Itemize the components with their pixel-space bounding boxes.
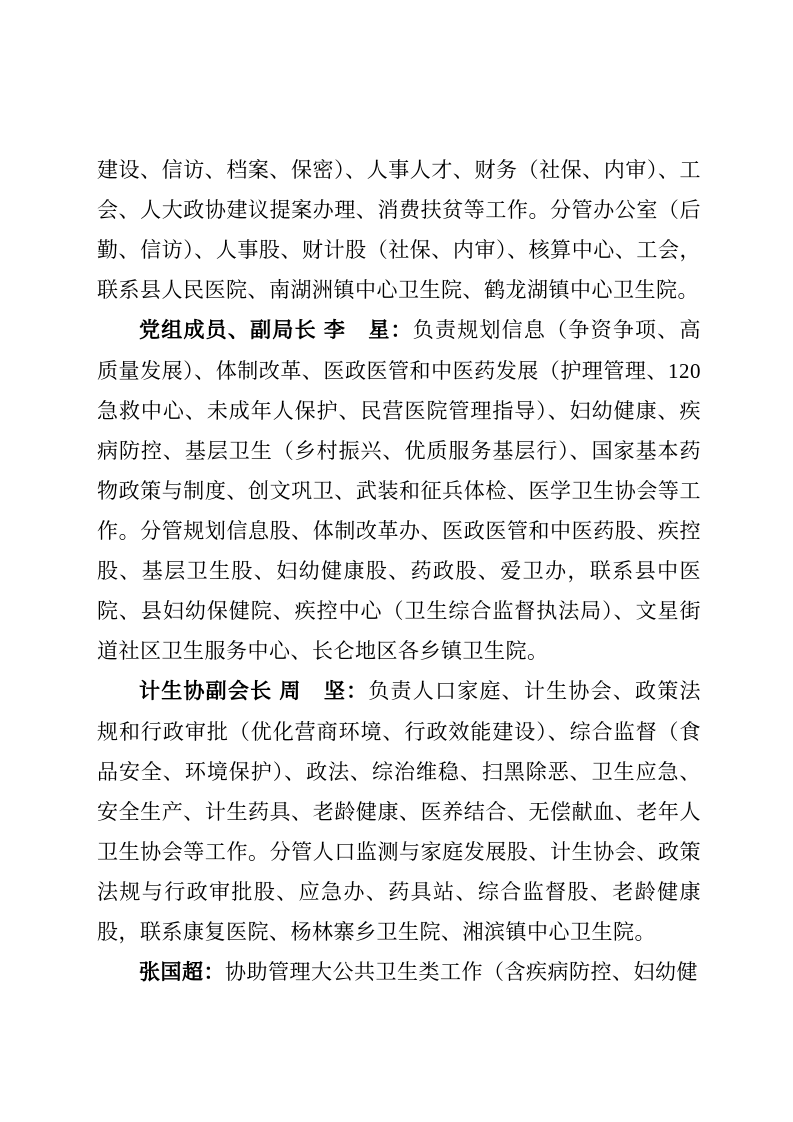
paragraph xyxy=(97,671,701,952)
paragraph-text: 协助管理大公共卫生类工作（含疾病防控、妇幼健 xyxy=(225,960,698,984)
paragraph-lead: 党组成员、副局长 李 星： xyxy=(139,319,413,342)
paragraph-lead: 张国超： xyxy=(139,961,225,984)
paragraph xyxy=(97,952,701,993)
paragraph-text: 建设、信访、档案、保密）、人事人才、财务（社保、内审）、工会、人大政协建议提案办理、消费扶贫等工作。分管办公室（后勤、信访）、人事股、财计股（社保、内审）、核算中心、工会，联系县人民医院、南湖洲镇中心卫生院、鹤龙湖镇中心卫生院。 xyxy=(97,158,701,302)
paragraph-text: 负责人口家庭、计生协会、政策法规和行政审批（优化营商环境、行政效能建设）、综合监督（食品安全、环境保护）、政法、综治维稳、扫黑除恶、卫生应急、安全生产、计生药具、老龄健康、医养结合、无偿献血、老年人卫生协会等工作。分管人口监测与家庭发展股、计生协会、政策法规与行政审批股、应急办、药具站、综合监督股、老龄健康股，联系康复医院、杨林寨乡卫生院、湘滨镇中心卫生院。 xyxy=(97,679,701,944)
paragraph xyxy=(97,150,701,310)
paragraph xyxy=(97,310,701,671)
paragraph-lead: 计生协副会长 周 坚： xyxy=(139,680,369,703)
paragraph-text: 负责规划信息（争资争项、高质量发展）、体制改革、医政医管和中医药发展（护理管理、120急救中心、未成年人保护、民营医院管理指导）、妇幼健康、疾病防控、基层卫生（乡村振兴、优质服务基层行）、国家基本药物政策与制度、创文巩卫、武装和征兵体检、医学卫生协会等工作。分管规划信息股、体制改革办、医政医管和中医药股、疾控股、基层卫生股、妇幼健康股、药政股、爱卫办，联系县中医院、县妇幼保健院、疾控中心（卫生综合监督执法局）、文星街道社区卫生服务中心、长仑地区各乡镇卫生院。 xyxy=(97,318,701,663)
